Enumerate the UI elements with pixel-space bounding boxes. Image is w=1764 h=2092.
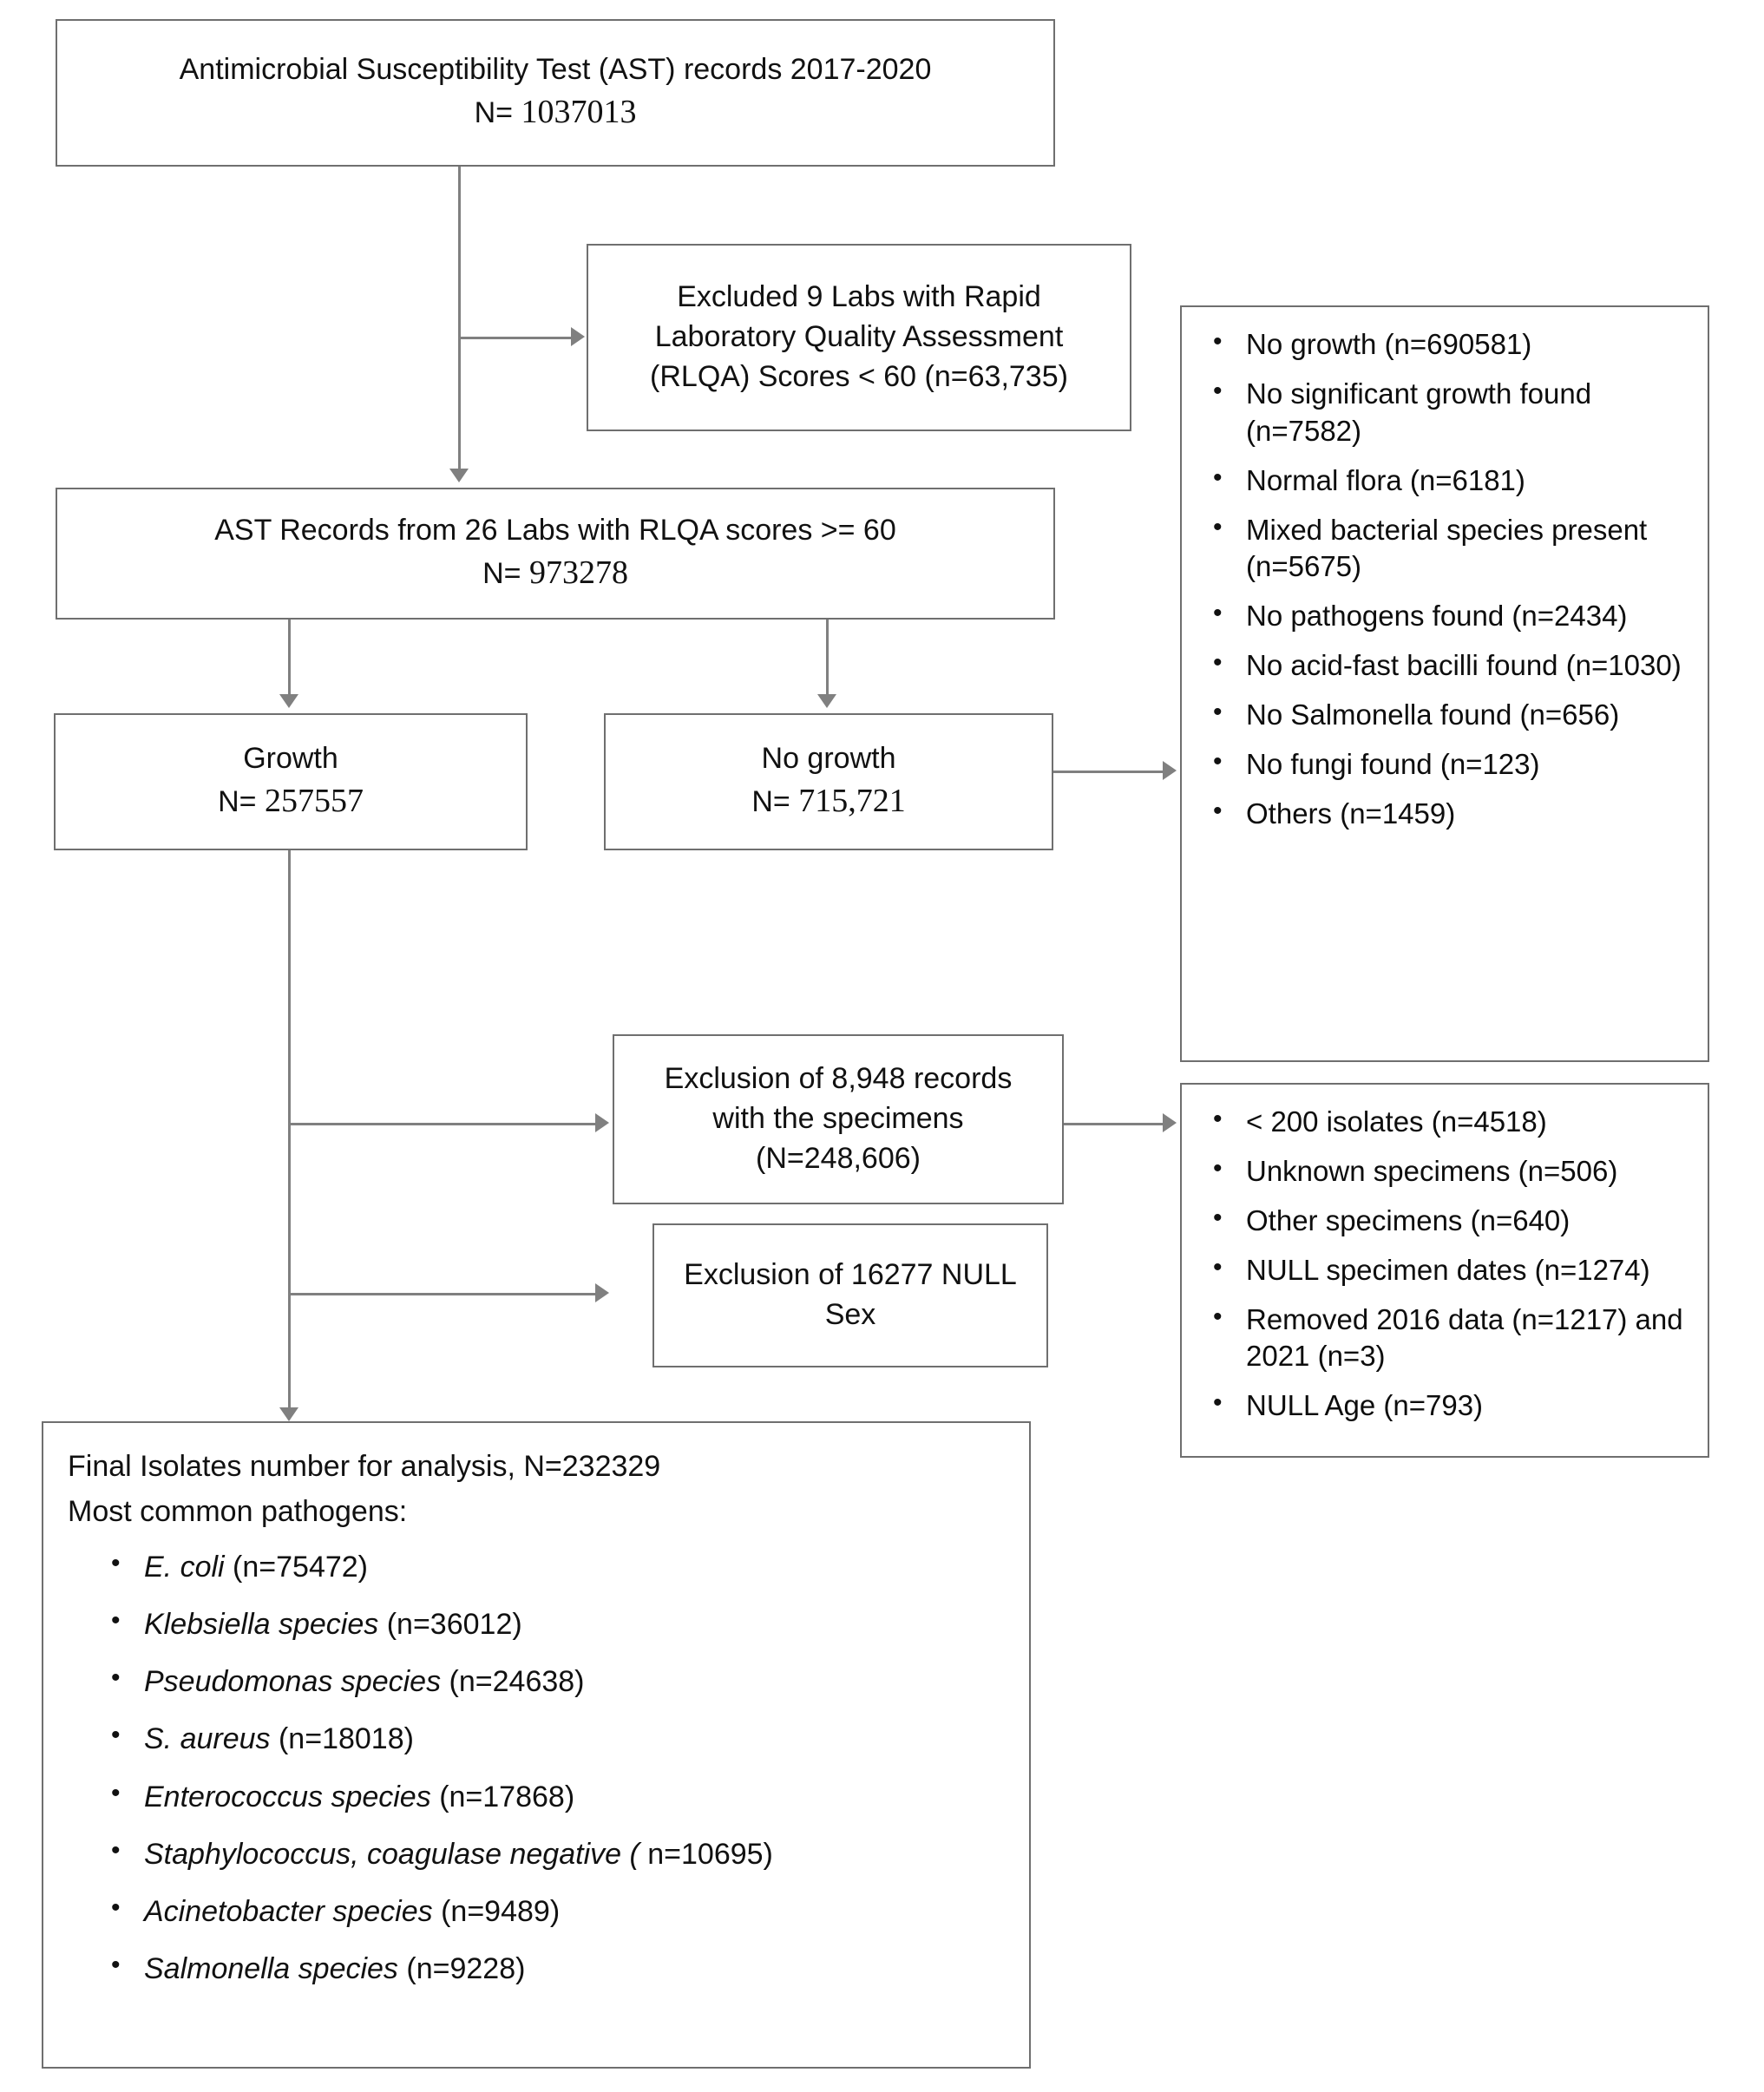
- no-growth-reasons-list: [1206, 326, 1690, 833]
- node-excluded-labs: [587, 244, 1131, 431]
- list-item: • No Salmonella found (n=656): [1246, 697, 1690, 734]
- pathogen-count: (n=18018): [278, 1722, 414, 1756]
- list-item: [144, 1778, 773, 1816]
- list-item: [144, 1662, 773, 1701]
- list-item: [144, 1892, 773, 1931]
- node-exclusion-specimens-line3: (N=248,606): [756, 1141, 921, 1175]
- pathogen-count: (n=17868): [439, 1780, 575, 1813]
- pathogen-name: Klebsiella species: [144, 1607, 379, 1641]
- connector-ast-to-excluded: [458, 337, 574, 339]
- node-exclusion-specimens-line1: Exclusion of 8,948 records: [664, 1062, 1013, 1096]
- pathogen-name: Staphylococcus, coagulase negative (: [144, 1837, 639, 1871]
- arrowhead-growth-to-final: [279, 1407, 298, 1421]
- node-ast-records-line1: Antimicrobial Susceptibility Test (AST) records 2017-2020: [179, 53, 932, 87]
- node-exclusion-null-sex: [652, 1223, 1048, 1367]
- arrowhead-growth-to-specimen-exclusion: [595, 1113, 609, 1132]
- node-ast-records: [56, 19, 1055, 167]
- arrowhead-26labs-to-growth: [279, 694, 298, 708]
- pathogen-name: Pseudomonas species: [144, 1665, 442, 1699]
- pathogen-name: S. aureus: [144, 1722, 271, 1756]
- list-item: • NULL specimen dates (n=1274): [1246, 1252, 1690, 1289]
- list-item: [144, 1720, 773, 1758]
- pathogen-count: (n=9228): [406, 1952, 526, 1986]
- final-isolates-title: Final Isolates number for analysis, N=232329: [68, 1450, 661, 1483]
- list-item: • Normal flora (n=6181): [1246, 462, 1690, 500]
- connector-growth-trunk: [288, 850, 291, 1414]
- node-final-isolates: [42, 1421, 1031, 2069]
- list-item: • Unknown specimens (n=506): [1246, 1153, 1690, 1190]
- pathogen-name: Enterococcus species: [144, 1780, 431, 1813]
- connector-specimen-exclusion-to-reasons: [1064, 1123, 1166, 1125]
- node-growth-line1: Growth: [243, 742, 338, 776]
- node-ast-records-26labs: [56, 488, 1055, 620]
- pathogen-name: Salmonella species: [144, 1952, 398, 1986]
- connector-nogrowth-to-reasons: [1053, 771, 1166, 773]
- list-item: [144, 1548, 773, 1586]
- node-no-growth-line1: No growth: [761, 742, 896, 776]
- pathogen-count: (n=36012): [386, 1607, 522, 1641]
- pathogen-count: (n=9489): [441, 1894, 561, 1928]
- node-excluded-labs-line2: Laboratory Quality Assessment: [654, 320, 1064, 354]
- arrowhead-ast-to-26labs: [449, 469, 469, 482]
- node-exclusion-specimens: [613, 1034, 1064, 1204]
- list-item: • No growth (n=690581): [1246, 326, 1690, 364]
- final-isolates-subtitle: Most common pathogens:: [68, 1494, 408, 1528]
- node-ast-records-line2: N= 1037013: [474, 94, 637, 131]
- pathogen-count: n=10695): [647, 1837, 773, 1871]
- list-item: [144, 1605, 773, 1643]
- node-exclusion-null-sex-line1: Exclusion of 16277 NULL: [684, 1258, 1017, 1292]
- node-growth: [54, 713, 528, 850]
- pathogen-count: (n=24638): [449, 1665, 585, 1699]
- list-item: • No pathogens found (n=2434): [1246, 598, 1690, 635]
- list-item: • Mixed bacterial species present (n=5675): [1246, 512, 1690, 587]
- list-item: • NULL Age (n=793): [1246, 1387, 1690, 1425]
- arrowhead-26labs-to-nogrowth: [817, 694, 836, 708]
- node-exclusion-specimens-line2: with the specimens: [712, 1102, 964, 1136]
- list-item: • < 200 isolates (n=4518): [1246, 1104, 1690, 1141]
- node-growth-line2: N= 257557: [218, 783, 364, 820]
- connector-ast-to-26labs: [458, 167, 461, 470]
- specimen-exclusion-reasons-list: [1206, 1104, 1690, 1425]
- list-item: • Others (n=1459): [1246, 796, 1690, 833]
- connector-growth-to-specimen-exclusion: [288, 1123, 599, 1125]
- node-excluded-labs-line1: Excluded 9 Labs with Rapid: [677, 280, 1041, 314]
- pathogen-name: Acinetobacter species: [144, 1894, 433, 1928]
- connector-26labs-to-nogrowth: [826, 620, 829, 696]
- node-no-growth-line2: N= 715,721: [751, 783, 906, 820]
- node-excluded-labs-line3: (RLQA) Scores < 60 (n=63,735): [650, 359, 1068, 393]
- pathogen-count: (n=75472): [233, 1550, 369, 1584]
- arrowhead-ast-to-excluded: [571, 327, 585, 346]
- list-item: • Removed 2016 data (n=1217) and 2021 (n=3): [1246, 1302, 1690, 1376]
- pathogen-name: E. coli: [144, 1550, 225, 1584]
- node-exclusion-null-sex-line2: Sex: [824, 1298, 876, 1331]
- node-ast-records-26labs-line1: AST Records from 26 Labs with RLQA scores >= 60: [214, 514, 896, 548]
- node-no-growth: [604, 713, 1053, 850]
- connector-growth-to-null-sex: [288, 1293, 599, 1295]
- no-growth-reasons-panel: [1180, 305, 1709, 1062]
- node-ast-records-26labs-line2: N= 973278: [482, 554, 628, 592]
- final-pathogens-list: [64, 1548, 773, 1989]
- list-item: [144, 1835, 773, 1873]
- connector-26labs-to-growth: [288, 620, 291, 696]
- list-item: • No acid-fast bacilli found (n=1030): [1246, 647, 1690, 685]
- list-item: • No fungi found (n=123): [1246, 746, 1690, 784]
- arrowhead-nogrowth-to-reasons: [1163, 761, 1177, 780]
- list-item: • Other specimens (n=640): [1246, 1203, 1690, 1240]
- arrowhead-growth-to-null-sex: [595, 1283, 609, 1302]
- list-item: • No significant growth found (n=7582): [1246, 376, 1690, 450]
- arrowhead-specimen-exclusion-to-reasons: [1163, 1113, 1177, 1132]
- list-item: [144, 1950, 773, 1988]
- specimen-exclusion-reasons-panel: [1180, 1083, 1709, 1458]
